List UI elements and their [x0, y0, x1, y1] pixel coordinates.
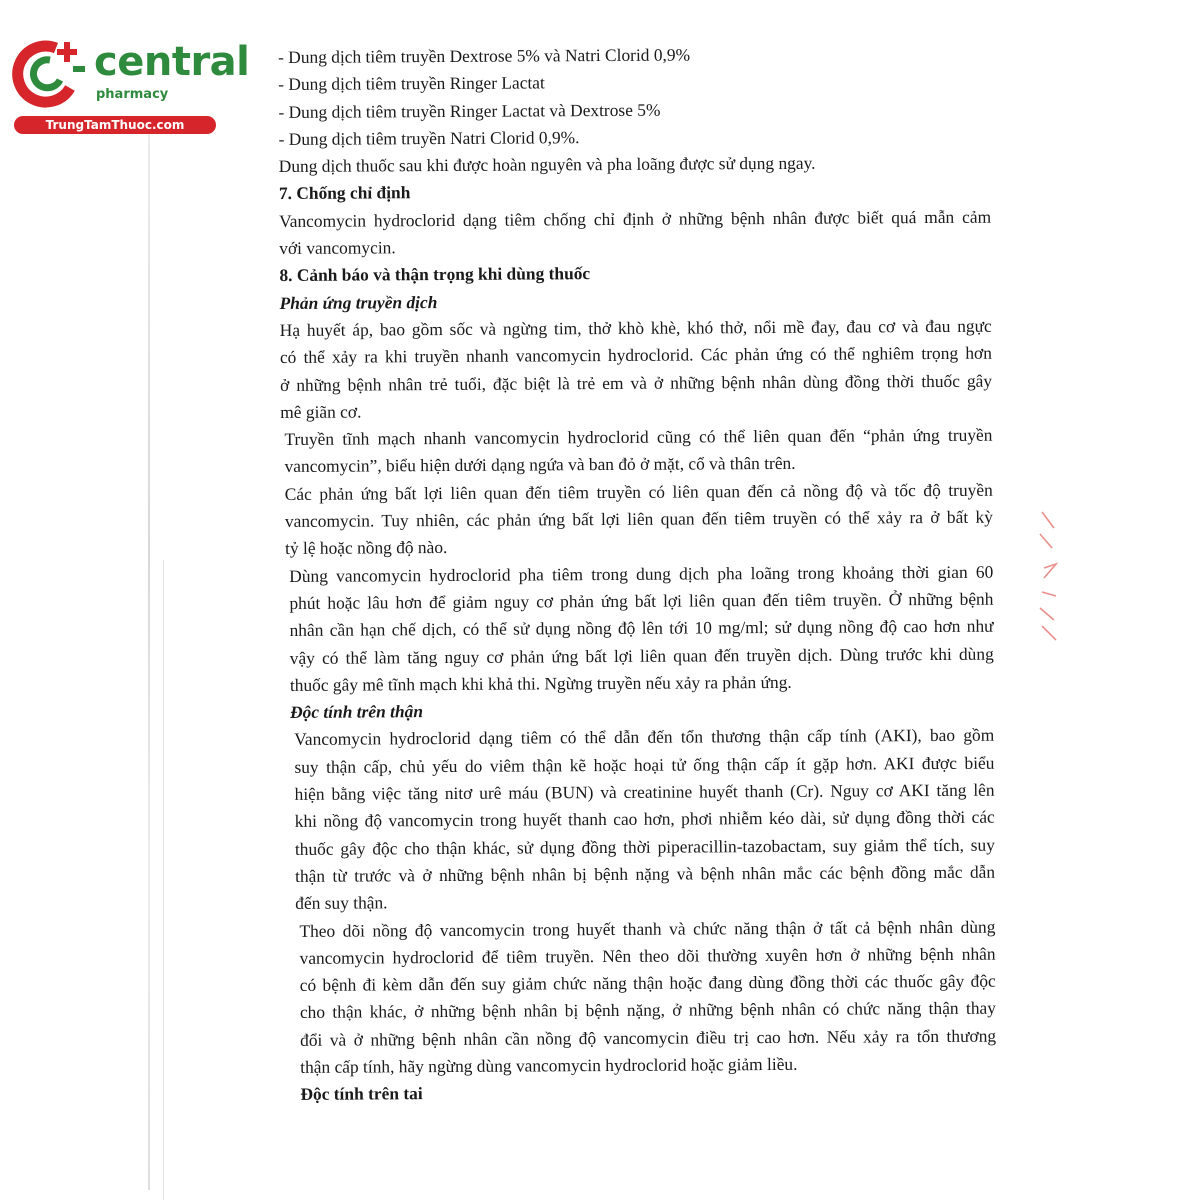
paragraph-line: Vancomycin hydroclorid dạng tiêm chống chỉ định ở những bệnh nhân được biết quá mẫn cảm — [279, 206, 992, 231]
paragraph-line: thuốc gây độc cho thận khác, sử dụng đồng thời piperacillin-tazobactam, suy giảm thể tích, suy — [294, 834, 995, 859]
paragraph-line: phút hoặc lâu hơn để giảm nguy cơ phản ứng bất lợi liên quan đến tiêm truyền. Ở những bệnh — [289, 588, 994, 613]
list-item: - Dung dịch tiêm truyền Dextrose 5% và Natri Clorid 0,9% — [278, 44, 691, 67]
paragraph-line: vậy có thể làm tăng nguy cơ phản ứng bất lợi liên quan đến truyền dịch. Dùng trước khi dùng — [289, 643, 994, 668]
list-item: - Dung dịch tiêm truyền Natri Clorid 0,9%. — [278, 127, 580, 149]
paragraph-line: có bệnh đi kèm dẫn đến suy giảm chức năng thận hoặc đang dùng đồng thời các thuốc gây độc — [299, 970, 996, 995]
paragraph-line: đổi và ở những bệnh nhân cần nồng độ vancomycin điều trị cao hơn. Nếu xảy ra tổn thương — [300, 1025, 997, 1050]
paragraph-line: hiện bằng việc tăng nitơ urê máu (BUN) và creatinine huyết thanh (Cr). Nguy cơ AKI tăng lên — [294, 779, 995, 804]
paragraph-line: có thể xảy ra khi truyền nhanh vancomycin hydroclorid. Các phản ứng có thể nghiêm trọng hơn — [279, 342, 992, 368]
list-item: - Dung dịch tiêm truyền Ringer Lactat — [278, 72, 545, 95]
paragraph-line: Dùng vancomycin hydroclorid pha tiêm trong dung dịch pha loãng trong khoảng thời gian 60 — [289, 561, 994, 586]
red-stamp-fragment-icon — [1036, 508, 1062, 648]
paragraph-line: vancomycin”, biểu hiện dưới dạng ngứa và ban đỏ ở mặt, cổ và thân trên. — [284, 453, 796, 477]
brand-subtitle: pharmacy — [96, 87, 169, 102]
paragraph-line: Hạ huyết áp, bao gồm sốc và ngừng tim, thở khò khè, khó thở, nổi mề đay, đau cơ và đau ngực — [279, 315, 992, 340]
paragraph-line: vancomycin. Tuy nhiên, các phản ứng bất lợi liên quan đến tiêm truyền có thể xảy ra ở bất kỳ — [284, 506, 993, 532]
paragraph-line: với vancomycin. — [279, 237, 396, 259]
central-pharmacy-logo-icon — [10, 38, 90, 110]
brand-name: central — [94, 39, 250, 85]
paragraph-line: tỷ lệ hoặc nồng độ nào. — [285, 537, 448, 559]
paragraph-line: Vancomycin hydroclorid dạng tiêm có thể dẫn đến tổn thương thận cấp tính (AKI), bao gồm — [294, 725, 995, 750]
scan-edge-shadow — [148, 130, 150, 1190]
section-8-heading: 8. Cảnh báo và thận trọng khi dùng thuốc — [279, 263, 591, 286]
paragraph-line: nhân cần hạn chế dịch, có thể sử dụng nồng độ lên tới 10 mg/ml; sử dụng nồng độ cao hơn như — [289, 615, 994, 641]
pharmacy-logo — [8, 36, 250, 136]
paragraph-line: thận từ trước và ở những bệnh nhân bị bệnh nặng và bệnh nhân mắc các bệnh đồng mắc dẫn — [295, 861, 996, 886]
paragraph-line: đến suy thận. — [295, 892, 388, 914]
paragraph-line: Theo dõi nồng độ vancomycin trong huyết thanh và chức năng thận ở tất cả bệnh nhân dùng — [299, 916, 996, 941]
paragraph-line: Dung dịch thuốc sau khi được hoàn nguyên và pha loãng được sử dụng ngay. — [278, 152, 816, 177]
paragraph-line: ở những bệnh nhân trẻ tuổi, đặc biệt là trẻ em và ở những bệnh nhân dùng đồng thời thuốc gây — [280, 370, 993, 395]
paragraph-line: vancomycin hydroclorid để tiêm truyền. Nên theo dõi thường xuyên hơn ở những bệnh nhân — [299, 943, 996, 968]
subsection-heading: Độc tính trên tai — [300, 1083, 423, 1105]
subsection-heading: Phản ứng truyền dịch — [279, 291, 438, 313]
paragraph-line: Các phản ứng bất lợi liên quan đến tiêm truyền có liên quan đến cả nồng độ và tốc độ truyền — [284, 479, 993, 504]
subsection-heading: Độc tính trên thận — [290, 701, 424, 723]
paragraph-line: khi nồng độ vancomycin trong huyết thanh cao hơn, phơi nhiễm kéo dài, sử dụng đồng thời các — [294, 806, 995, 832]
paragraph-line: thận cấp tính, hãy ngừng dùng vancomycin hydroclorid hoặc giảm liều. — [300, 1053, 798, 1077]
paragraph-line: mê giãn cơ. — [280, 401, 362, 422]
section-7-heading: 7. Chống chỉ định — [278, 182, 411, 204]
list-item: - Dung dịch tiêm truyền Ringer Lactat và Dextrose 5% — [278, 99, 661, 122]
paragraph-line: suy thận cấp, chủ yếu do viêm thận kẽ hoặc hoại tử ống thận cấp ít gặp hơn. AKI được biểu — [294, 752, 995, 777]
brand-url-badge: TrungTamThuoc.com — [14, 116, 216, 134]
paragraph-line: cho thận khác, ở những bệnh nhân bị bệnh nặng, ở những bệnh nhân có chức năng thận thay — [299, 998, 996, 1023]
document-page — [278, 40, 996, 1109]
paragraph-line: Truyền tĩnh mạch nhanh vancomycin hydroclorid cũng có thể liên quan đến “phản ứng truyền — [284, 424, 993, 450]
paragraph-line: thuốc gây mê tĩnh mạch khi khả thi. Ngừng truyền nếu xảy ra phản ứng. — [289, 671, 792, 695]
scan-edge-line — [163, 560, 164, 1200]
